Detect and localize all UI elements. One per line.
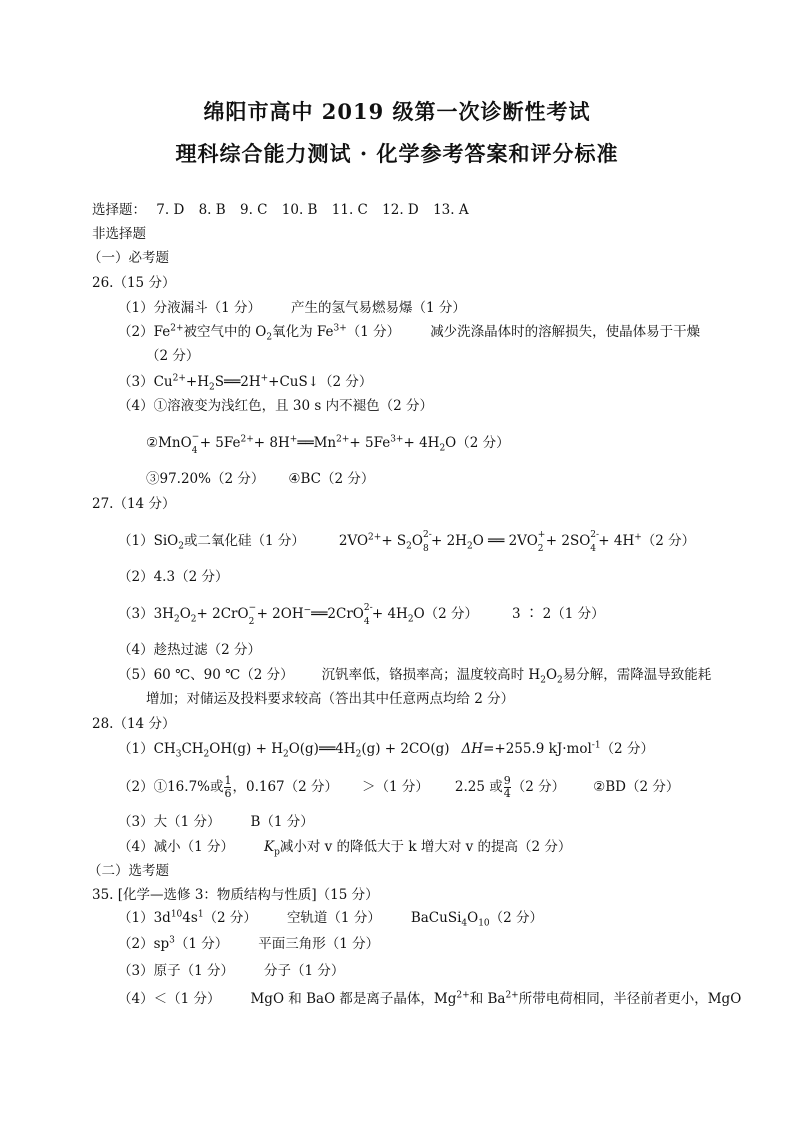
question-head: 28.（14 分） <box>92 716 176 732</box>
choice-answer: 12. D <box>382 202 419 218</box>
choice-answer: 9. C <box>239 202 268 218</box>
answer-line: （4）①溶液变为浅红色，且 30 s 内不褪色（2 分） <box>118 398 433 414</box>
answer-line: ③97.20%（2 分） ④BC（2 分） <box>146 471 375 487</box>
question-head: 26.（15 分） <box>92 275 176 291</box>
choice-label: 选择题： <box>92 202 146 218</box>
document-subtitle: 理科综合能力测试 · 化学参考答案和评分标准 <box>175 141 619 166</box>
answer-line: $(2)Fe^{2+}$被空气中的 $O_2$氧化为 $Fe^{3+}(1$ 分） 减少洗涤晶体时的溶解损失，使晶体易于干燥 <box>118 323 701 343</box>
answer-line: （3）大（1 分） B（1 分） <box>118 814 314 830</box>
answer-line: $(3)3H_2O_2+ 2CrO$ − 2 + 2OH−══2CrO 2- 4 + $4H_2O(2$ 分） 3 ∶ 2（1 分） <box>118 603 605 627</box>
question-head: 27.（14 分） <box>92 496 176 512</box>
answer-line: $(2)sp^3(1$ 分） 平面三角形（1 分） <box>118 935 380 952</box>
answer-line: （4）趁热过滤（2 分） <box>118 642 261 658</box>
choice-answer: 13. A <box>433 202 469 218</box>
answer-line: （3）原子（1 分） 分子（1 分） <box>118 963 345 979</box>
answer-line: 增加；对储运及投料要求较高（答出其中任意两点均给 2 分） <box>146 691 515 707</box>
answer-line: （4）减小（1 分） $K_p$减小对 v 的降低大于 k 增大对 v 的提高（2 分） <box>118 839 572 858</box>
answer-line: （1）SiO$_2$或二氧化硅（1 分） $2VO^{2+}+ S_2O$ 2- 8 + $2H_2O$ ══ 2VO + 2 + 2SO 2- 4 + 4H+（2 分） <box>118 530 696 554</box>
document-title: 绵阳市高中 2019 级第一次诊断性考试 <box>203 99 591 124</box>
choice-answer: 10. B <box>281 202 318 218</box>
choice-answer: 11. C <box>331 202 368 218</box>
answer-line: （2）4.3（2 分） <box>118 569 229 585</box>
choice-answer: 7. D <box>156 202 185 218</box>
answer-line: （4）＜（1 分） MgO 和 BaO 都是离子晶体，$Mg^{2+}$和 $Ba^{2+}$所带电荷相同，半径前者更小，MgO <box>118 990 742 1007</box>
section-label: （二）选考题 <box>88 863 169 879</box>
section-label: 非选择题 <box>92 226 146 242</box>
answer-line: $(1)3d^{10}4s^1(2$ 分） 空轨道（1 分） $BaCuSi_4O_{10}(2$ 分） <box>118 909 544 929</box>
question-head: 35. [化学—选修 3：物质结构与性质]（15 分） <box>92 887 379 903</box>
answer-line: （1）分液漏斗（1 分） 产生的氢气易燃易爆（1 分） <box>118 300 466 316</box>
answer-line: （5）60 ℃、90 ℃（2 分） 沉钒率低，铬损率高；温度较高时 $H_2O_2$易分解，需降温导致能耗 <box>118 667 712 686</box>
answer-line: （2 分） <box>146 348 200 364</box>
choice-answers <box>92 201 469 219</box>
choice-answer: 8. B <box>198 202 226 218</box>
answer-line: $(1)CH_3CH_2OH(g)$ + $H_2O(g)══4H_2(g) + 2CO(g)$ ΔH=+255.9 kJ·mol$^{-1}$（2 分） <box>118 740 654 760</box>
section-label: （一）必考题 <box>88 250 169 266</box>
equation-line: ②MnO − 4 + $5Fe^{2+}+$ $8H^+══Mn^{2+}+ 5Fe^{3+}+ 4H_2O(2$ 分） <box>146 432 510 456</box>
answer-line: （2）①16.7%或 $\frac{1}{6}$ ，0.167（2 分） ＞（1 分） 2.25 或 $\frac{9}{4}$ （2 分） ②BD（2 分） <box>118 774 680 800</box>
answer-line: $(3)Cu^{2+}+H_2S══2H^++CuS↓(2$ 分） <box>118 373 373 393</box>
